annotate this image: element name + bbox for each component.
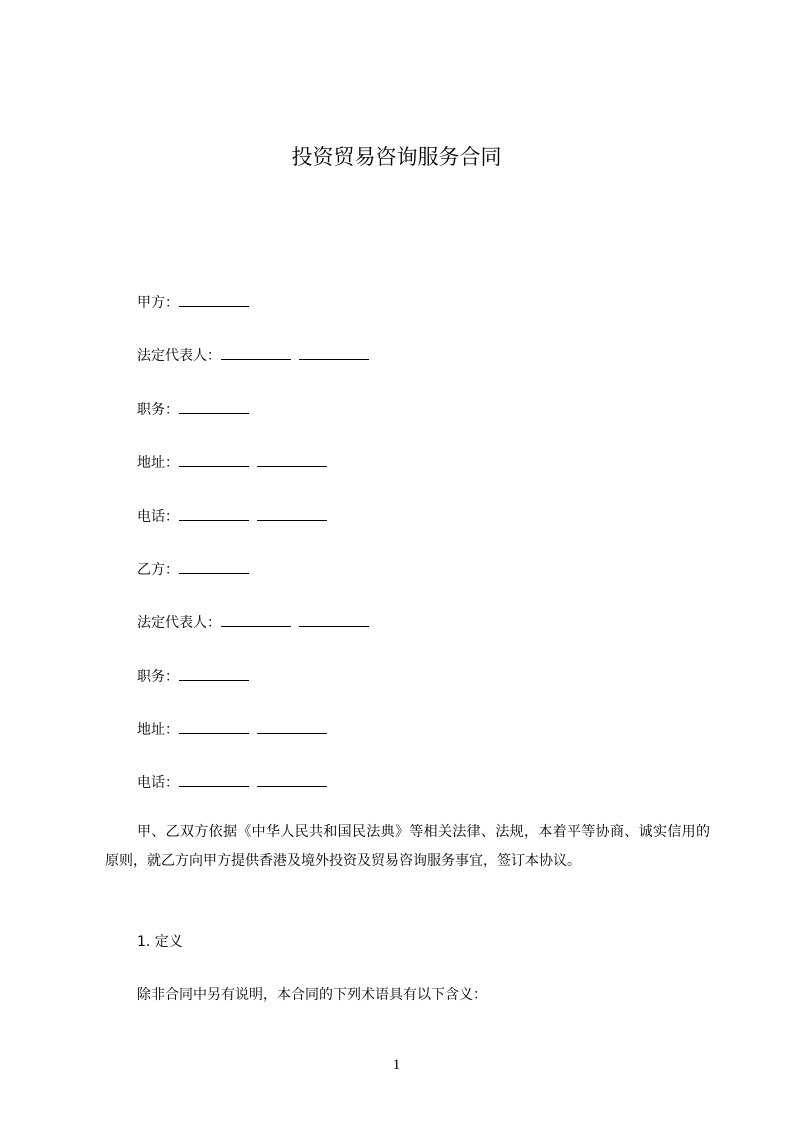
party-b-phone-blank-2[interactable] [257, 772, 327, 787]
party-b-position-field [137, 666, 249, 687]
party-a-name-blank[interactable] [179, 292, 249, 307]
party-b-phone-field [137, 772, 327, 793]
contract-title: 投资贸易咨询服务合同 [291, 145, 502, 169]
section-1-text: 除非合同中另有说明，本合同的下列术语具有以下含义： [137, 987, 487, 1003]
party-a-legal-rep-blank-1[interactable] [221, 345, 291, 360]
party-a-name-label: 甲方： [137, 295, 179, 311]
party-b-legal-rep-blank-2[interactable] [299, 612, 369, 627]
party-a-address-field [137, 452, 327, 473]
party-a-phone-blank-1[interactable] [179, 506, 249, 521]
party-b-position-label: 职务： [137, 669, 179, 685]
party-b-legal-rep-blank-1[interactable] [221, 612, 291, 627]
party-b-legal-rep-field [137, 612, 369, 633]
party-a-address-blank-1[interactable] [179, 452, 249, 467]
section-1-heading: 1. 定义 [137, 934, 183, 950]
party-a-name-field [137, 292, 249, 313]
party-b-address-label: 地址： [137, 722, 179, 738]
party-b-address-blank-1[interactable] [179, 719, 249, 734]
party-a-legal-rep-label: 法定代表人： [137, 348, 221, 364]
party-b-name-field [137, 559, 249, 580]
party-a-position-field [137, 399, 249, 420]
party-a-address-label: 地址： [137, 455, 179, 471]
party-a-phone-field [137, 506, 327, 527]
party-b-address-blank-2[interactable] [257, 719, 327, 734]
party-a-phone-label: 电话： [137, 509, 179, 525]
party-b-phone-blank-1[interactable] [179, 772, 249, 787]
party-a-address-blank-2[interactable] [257, 452, 327, 467]
party-b-name-blank[interactable] [179, 559, 249, 574]
page-number: 1 [392, 1057, 401, 1073]
party-b-legal-rep-label: 法定代表人： [137, 615, 221, 631]
party-b-position-blank[interactable] [179, 666, 249, 681]
party-a-legal-rep-blank-2[interactable] [299, 345, 369, 360]
party-b-address-field [137, 719, 327, 740]
party-a-position-label: 职务： [137, 402, 179, 418]
party-a-legal-rep-field [137, 345, 369, 366]
party-b-phone-label: 电话： [137, 775, 179, 791]
party-a-position-blank[interactable] [179, 399, 249, 414]
intro-paragraph: 甲、乙双方依据《中华人民共和国民法典》等相关法律、法规，本着平等协商、诚实信用的原则，就乙方向甲方提供香港及境外投资及贸易咨询服务事宜，签订本协议。 [105, 824, 710, 869]
party-a-phone-blank-2[interactable] [257, 506, 327, 521]
party-b-name-label: 乙方： [137, 562, 179, 578]
